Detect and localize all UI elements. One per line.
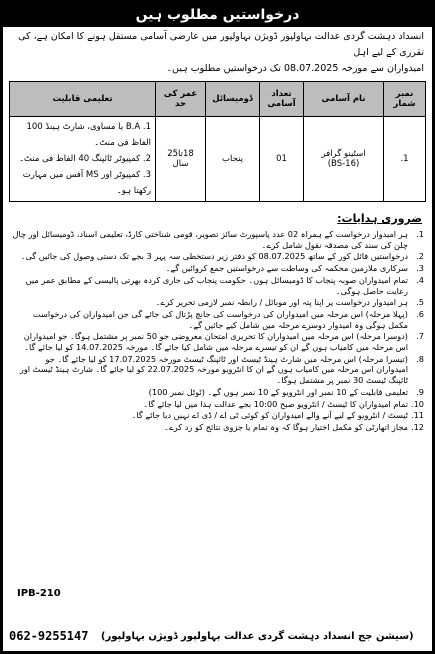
instruction-item [11, 354, 424, 386]
cell-count: 01 [260, 117, 304, 202]
instruction-item [11, 275, 424, 296]
intro-line-2: امیدواران سے مورخہ 08.07.2025 تک درخواستیں مطلوب ہیں۔ [166, 63, 424, 74]
instruction-number: 11. [410, 410, 424, 421]
instruction-item [11, 229, 424, 250]
header-domicile: ڈومیسائل [206, 82, 260, 117]
header-qualification: تعلیمی قابلیت [10, 82, 156, 117]
instruction-text: (پہلا مرحلہ) اس مرحلہ میں امیدواران کی درخواست کی جانچ پڑتال کی جائے گی جن امیدواران کی درخواست مکمل ہوگی وہ امیدوار دوسرے مرحلہ میں شامل کیے جائیں گے۔ [33, 308, 408, 330]
cell-age: 18تا25 سال [156, 117, 206, 202]
instruction-number: 9. [416, 386, 424, 397]
instruction-text: تمام امیدواران صوبہ پنجاب کا ڈومیسائل ہوں۔ حکومت پنجاب کی جاری کردہ بھرتی پالیسی کے مطابق عمر میں رعایت حاصل ہوگی۔ [25, 274, 408, 296]
table-row [10, 117, 426, 202]
instruction-item [11, 263, 424, 274]
posts-table [9, 81, 426, 202]
instructions-list [3, 229, 432, 433]
header-serial: نمبر شمار [384, 82, 426, 117]
intro-text [3, 27, 432, 77]
instruction-text: تعلیمی قابلیت کے 10 نمبر اور انٹرویو کے 10 نمبر ہوں گے۔ (ٹوٹل نمبر 100) [148, 386, 408, 397]
cell-domicile: پنجاب [206, 117, 260, 202]
instruction-text: ہر امیدوار درخواست کے ہمراہ 02 عدد پاسپورٹ سائز تصویر، قومی شناختی کارڈ، تعلیمی اسناد، ڈومیسائل اور چال چلن کی سند کی مصدقہ نقول شامل کرے۔ [12, 229, 408, 250]
table-header-row [10, 82, 426, 117]
qualification-item: 1. B.A یا مساوی، شارٹ ہینڈ 100 الفاظ فی منٹ۔ [26, 122, 151, 148]
instruction-text: ٹیسٹ / انٹرویو کے لیے آنے والے امیدواران کو کوئی ٹی اے / ڈی اے نہیں دیا جائے گا۔ [131, 410, 408, 421]
header-post: نام آسامی [304, 82, 384, 117]
post-name: اسٹینو گرافر [321, 149, 366, 159]
ad-code: IPB-210 [17, 588, 61, 599]
qualification-item: 3. کمپیوٹر اور MS آفس میں مہارت رکھتا ہو۔ [22, 170, 151, 196]
instruction-number: 1. [416, 229, 424, 239]
cell-qualification [10, 117, 156, 202]
phone-number: 062-9255147 [9, 629, 89, 643]
instruction-text: تمام امیدواران کا ٹیسٹ / انٹرویو صبح 10:00 بجے عدالت ہذا میں لیا جائے گا۔ [143, 398, 408, 409]
instruction-text: (دوسرا مرحلہ) اس مرحلہ میں امیدواران کا تحریری امتحان معروضی جو 50 نمبر پر مشتمل ہوگا۔ جو امیدواران اس مرحلہ میں کامیاب ہوں گے ان کو تیسرے مرحلہ میں شامل کیا جائے گا۔ مورخہ 14.07.2025 کو لیا جائے گا۔ [23, 331, 408, 353]
instruction-number: 5. [416, 297, 424, 308]
header-age: عمر کی حد [156, 82, 206, 117]
instruction-number: 12. [410, 421, 424, 432]
header-count: تعداد آسامی [260, 82, 304, 117]
qualification-item: 2. کمپیوٹر ٹائپنگ 40 الفاظ فی منٹ۔ [18, 154, 151, 164]
instruction-item [11, 251, 424, 262]
instruction-item [11, 331, 424, 352]
instruction-item [11, 309, 424, 330]
instructions-title: ضروری ہدایات: [337, 212, 422, 225]
instruction-text: درخواستیں فائل کور کے ساتھ 08.07.2025 کو دفتر زیر دستخطی سہ پہر 3 بجے تک دستی وصول کی جائیں گی۔ [20, 251, 408, 262]
instruction-number: 6. [416, 308, 424, 319]
page-title: درخواستیں مطلوب ہیں [3, 3, 432, 27]
instruction-number: 4. [416, 274, 424, 285]
instruction-item [11, 410, 424, 421]
instruction-text: مجاز اتھارٹی کو مکمل اختیار ہوگا کہ وہ تمام یا جزوی نتائج کو رد کرے۔ [164, 421, 408, 432]
instruction-number: 8. [416, 353, 424, 364]
instruction-text: ہر امیدوار درخواست پر اپنا پتہ اور موبائل / رابطہ نمبر لازمی تحریر کرے۔ [155, 297, 408, 308]
instruction-number: 3. [416, 263, 424, 274]
issuing-office: (سیشن جج انسداد دہشت گردی عدالت بہاولپور ڈویژن بہاولپور) [100, 630, 414, 642]
cell-serial: 1. [384, 117, 426, 202]
instruction-item [11, 297, 424, 308]
cell-post [304, 117, 384, 202]
instruction-item [11, 422, 424, 433]
instruction-text: سرکاری ملازمین محکمہ کی وساطت سے درخواستیں جمع کروائیں گے۔ [165, 263, 408, 274]
instruction-item [11, 387, 424, 398]
instruction-number: 7. [416, 331, 424, 342]
instruction-number: 10. [410, 398, 424, 409]
intro-line-1: انسداد دہشت گردی عدالت بہاولپور ڈویژن بہاولپور میں عارضی آسامی مستقل ہونے کا امکان ہے، کی تقرری کے لیے اہل [18, 31, 424, 58]
footer [3, 621, 432, 651]
instruction-text: (تیسرا مرحلہ) اس مرحلہ میں شارٹ ہینڈ ٹیسٹ اور ٹائپنگ ٹیسٹ مورخہ 17.07.2025 کو لیا جائے گا۔ جو امیدواران اس مرحلہ میں کامیاب ہوں گے ان کا انٹرویو مورخہ 22.07.2025 کو لیا جائے گا۔ شارٹ ہینڈ ٹیسٹ اور ٹائپنگ ٹیسٹ 30 نمبر پر مشتمل ہوگا۔ [19, 353, 408, 386]
post-scale: (BS-16) [327, 159, 360, 169]
instruction-item [11, 399, 424, 410]
instruction-number: 2. [416, 251, 424, 262]
